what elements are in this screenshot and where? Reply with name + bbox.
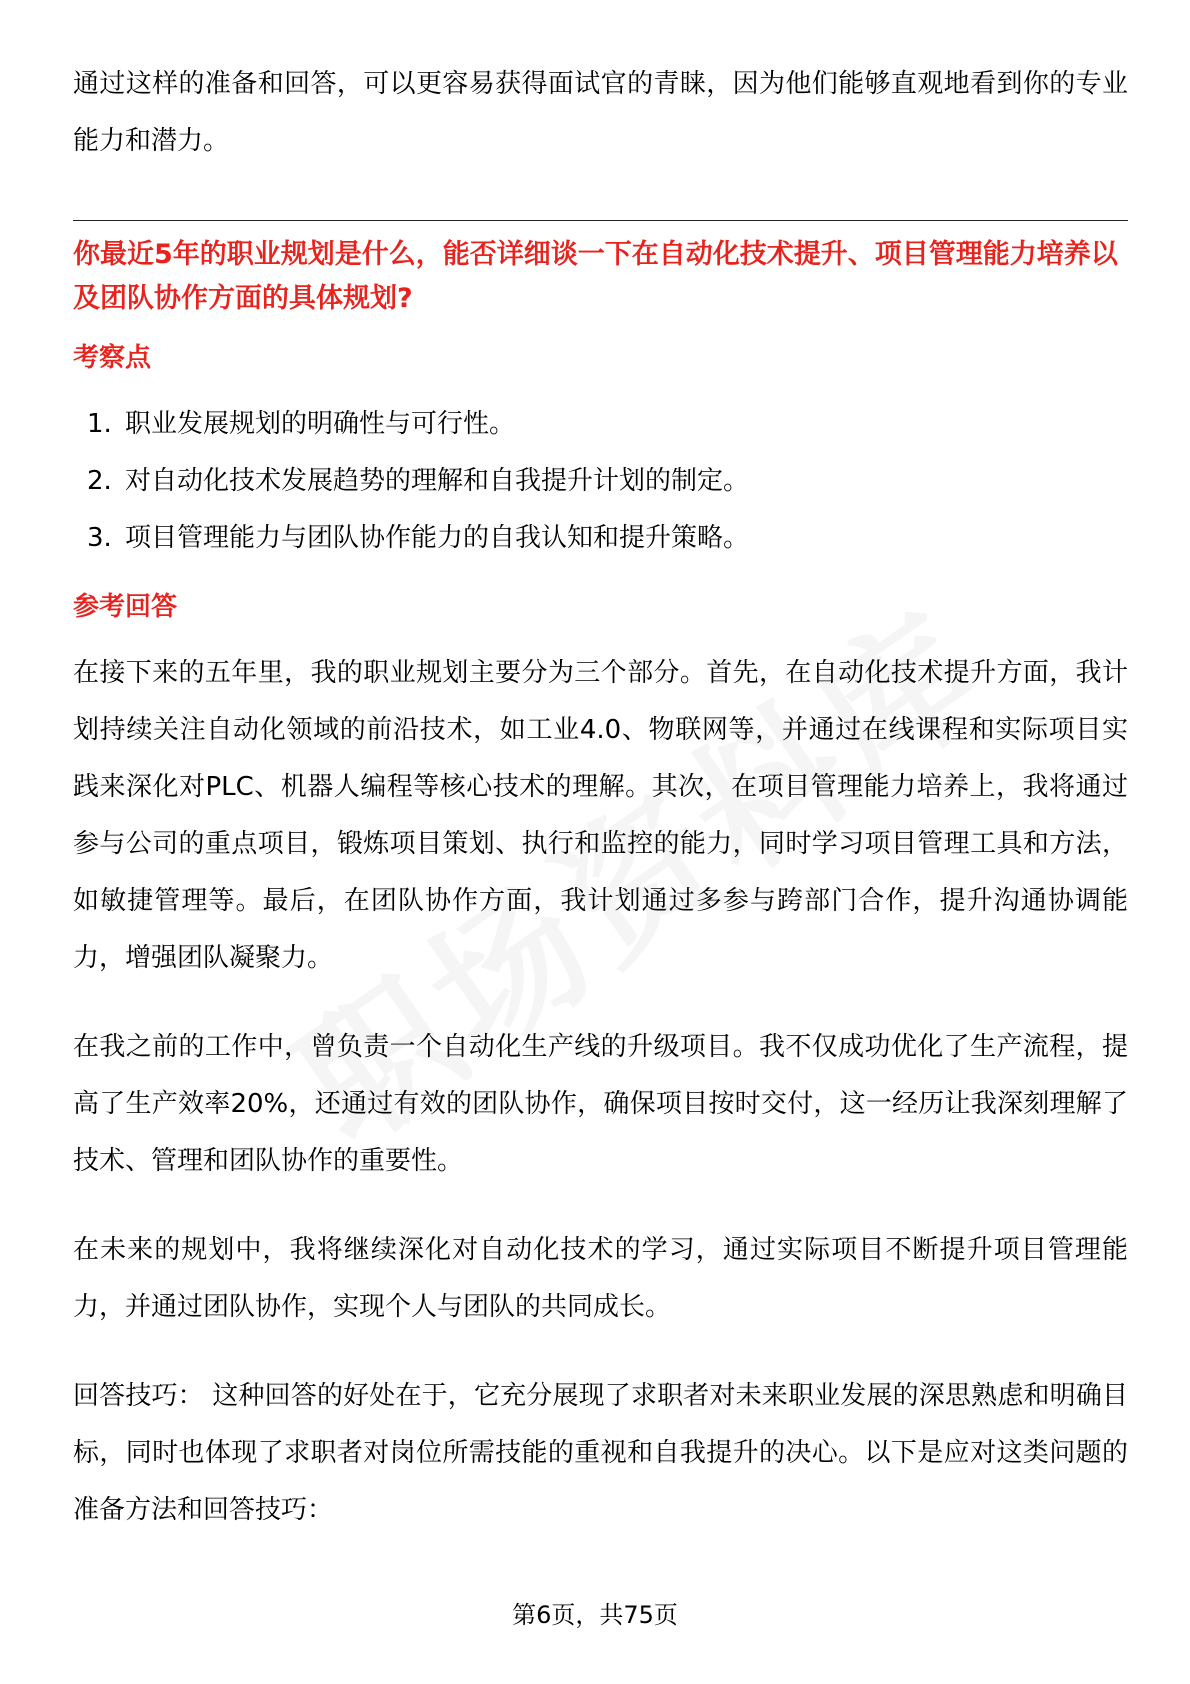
intro-paragraph: 通过这样的准备和回答，可以更容易获得面试官的青睐，因为他们能够直观地看到你的专业能力和潜力。 [73, 69, 1128, 156]
list-item-number: 3. [87, 523, 112, 553]
exam-points-heading: 考察点 [73, 343, 152, 373]
list-item-number: 2. [87, 466, 112, 496]
section-divider [73, 220, 1128, 221]
list-item [73, 396, 1128, 453]
list-item [73, 453, 1128, 510]
answer-paragraph: 在未来的规划中，我将继续深化对自动化技术的学习，通过实际项目不断提升项目管理能力，并通过团队协作，实现个人与团队的共同成长。 [73, 1235, 1128, 1322]
question-heading: 你最近5年的职业规划是什么，能否详细谈一下在自动化技术提升、项目管理能力培养以及团队协作方面的具体规划? [73, 239, 1118, 314]
list-item-text: 职业发展规划的明确性与可行性。 [125, 409, 516, 439]
page-content [73, 56, 1128, 1539]
list-item-number: 1. [87, 409, 112, 439]
list-item [73, 510, 1128, 567]
reference-answer-heading: 参考回答 [73, 592, 178, 622]
list-item-text: 对自动化技术发展趋势的理解和自我提升计划的制定。 [125, 466, 750, 496]
page-number: 第6页，共75页 [512, 1601, 678, 1629]
exam-points-list [73, 396, 1128, 567]
list-item-text: 项目管理能力与团队协作能力的自我认知和提升策略。 [125, 523, 750, 553]
tips-paragraph: 回答技巧： 这种回答的好处在于，它充分展现了求职者对未来职业发展的深思熟虑和明确目标，同时也体现了求职者对岗位所需技能的重视和自我提升的决心。以下是应对这类问题的准备方法和回答技巧： [73, 1381, 1128, 1525]
answer-paragraph: 在接下来的五年里，我的职业规划主要分为三个部分。首先，在自动化技术提升方面，我计划持续关注自动化领域的前沿技术，如工业4.0、物联网等，并通过在线课程和实际项目实践来深化对PLC、机器人编程等核心技术的理解。其次，在项目管理能力培养上，我将通过参与公司的重点项目，锻炼项目策划、执行和监控的能力，同时学习项目管理工具和方法，如敏捷管理等。最后，在团队协作方面，我计划通过多参与跨部门合作，提升沟通协调能力，增强团队凝聚力。 [73, 658, 1128, 973]
answer-paragraph: 在我之前的工作中，曾负责一个自动化生产线的升级项目。我不仅成功优化了生产流程，提高了生产效率20%，还通过有效的团队协作，确保项目按时交付，这一经历让我深刻理解了技术、管理和团队协作的重要性。 [73, 1032, 1128, 1176]
